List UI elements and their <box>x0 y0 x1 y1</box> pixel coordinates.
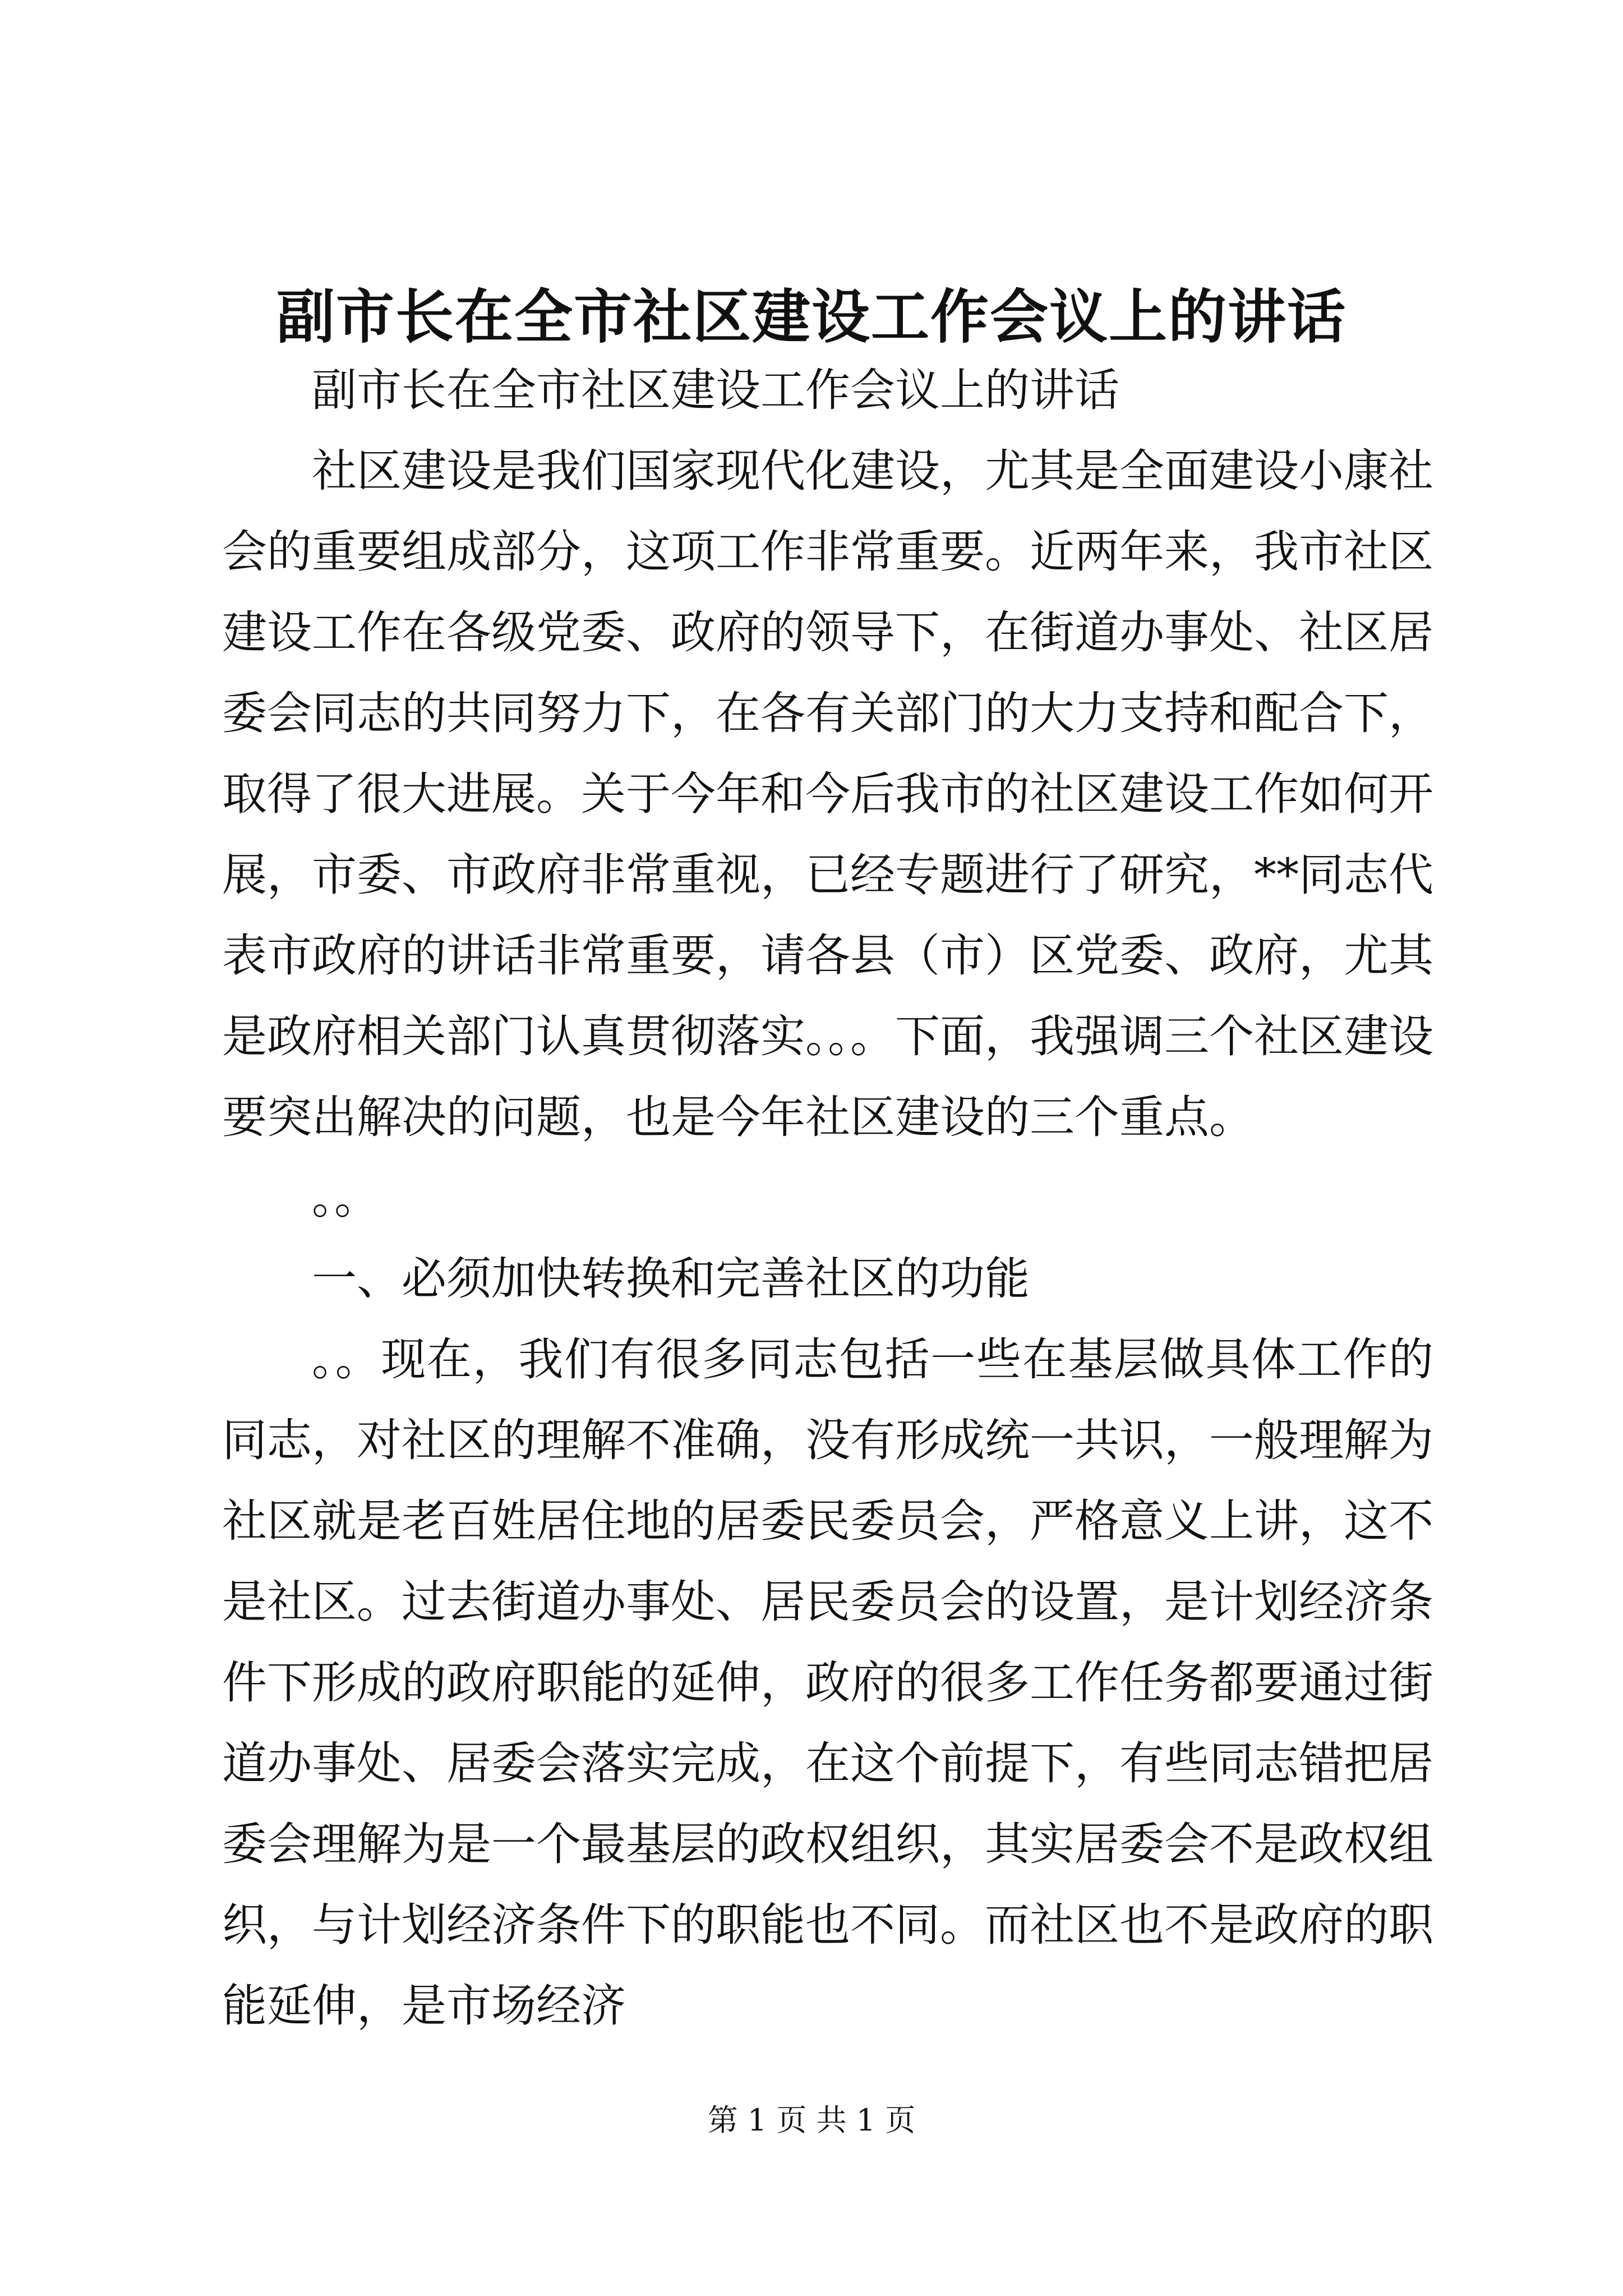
document-title: 副市长在全市社区建设工作会议上的讲话 <box>276 282 1347 351</box>
paragraph-separator: 。。 <box>312 1172 379 1224</box>
section-heading-1: 一、必须加快转换和完善社区的功能 <box>312 1253 1030 1305</box>
page-footer: 第 1 页 共 1 页 <box>707 2102 916 2138</box>
paragraph-subtitle: 副市长在全市社区建设工作会议上的讲话 <box>312 364 1119 416</box>
document-body <box>222 350 1433 2046</box>
paragraph-intro: 社区建设是我们国家现代化建设，尤其是全面建设小康社会的重要组成部分，这项工作非常重要。近两年来，我市社区建设工作在各级党委、政府的领导下，在街道办事处、社区居委会同志的共同努力下，在各有关部门的大力支持和配合下，取得了很大进展。关于今年和今后我市的社区建设工作如何开展，市委、市政府非常重视，已经专题进行了研究，**同志代表市政府的讲话非常重要，请各县（市）区党委、政府，尤其是政府相关部门认真贯彻落实。。。下面，我强调三个社区建设要突出解决的问题，也是今年社区建设的三个重点。 <box>222 445 1433 1143</box>
paragraph-section-1: 。。现在，我们有很多同志包括一些在基层做具体工作的同志，对社区的理解不准确，没有形成统一共识，一般理解为社区就是老百姓居住地的居委民委员会，严格意义上讲，这不是社区。过去街道办事处、居民委员会的设置，是计划经济条件下形成的政府职能的延伸，政府的很多工作任务都要通过街道办事处、居委会落实完成，在这个前提下，有些同志错把居委会理解为是一个最基层的政权组织，其实居委会不是政权组织，与计划经济条件下的职能也不同。而社区也不是政府的职能延伸，是市场经济 <box>222 1333 1433 2032</box>
